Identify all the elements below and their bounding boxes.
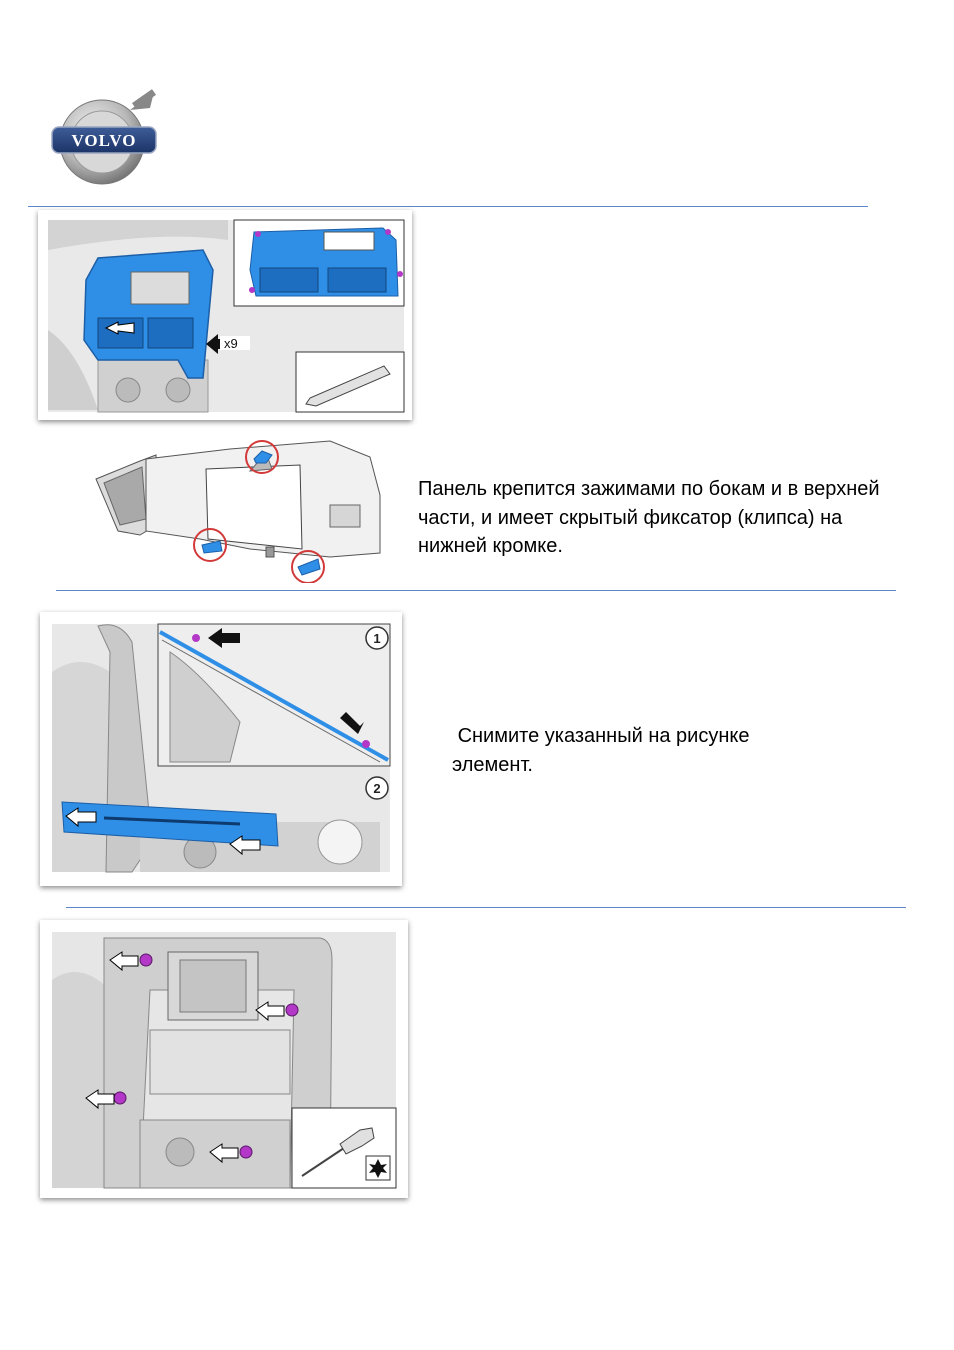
divider-1 (28, 206, 868, 207)
panel-removal-illustration (38, 210, 412, 420)
remove-instruction-text: Снимите указанный на рисунке элемент. (452, 725, 756, 776)
divider-3 (66, 907, 906, 908)
screw-bottom-right (240, 1146, 252, 1158)
volvo-logo-graphic (50, 88, 162, 190)
panel-clips-illustration (90, 435, 390, 583)
screw-removal-illustration (40, 920, 408, 1198)
callout-x9: x9 (224, 336, 238, 351)
logo-wordmark: VOLVO (71, 131, 137, 150)
divider-2 (56, 590, 896, 591)
trim-removal-illustration (40, 612, 402, 886)
figure-panel-removal (38, 210, 412, 420)
bottom-right-clip (298, 559, 320, 575)
volvo-logo (50, 88, 162, 190)
figure-panel-clips (90, 435, 390, 583)
figure-screw-removal (40, 920, 408, 1198)
callout-2-label: 2 (373, 781, 381, 796)
figure-trim-removal (40, 612, 402, 886)
screw-top-right (286, 1004, 298, 1016)
screw-bottom-left (114, 1092, 126, 1104)
callout-1-label: 1 (373, 631, 381, 646)
highlighted-panel (84, 250, 213, 378)
screw-top-left (140, 954, 152, 966)
panel-description-text: Панель крепится зажимами по бокам и в верхней части, и имеет скрытый фиксатор (клипса) на нижней кромке. (418, 478, 880, 557)
bottom-left-clip (202, 541, 222, 553)
